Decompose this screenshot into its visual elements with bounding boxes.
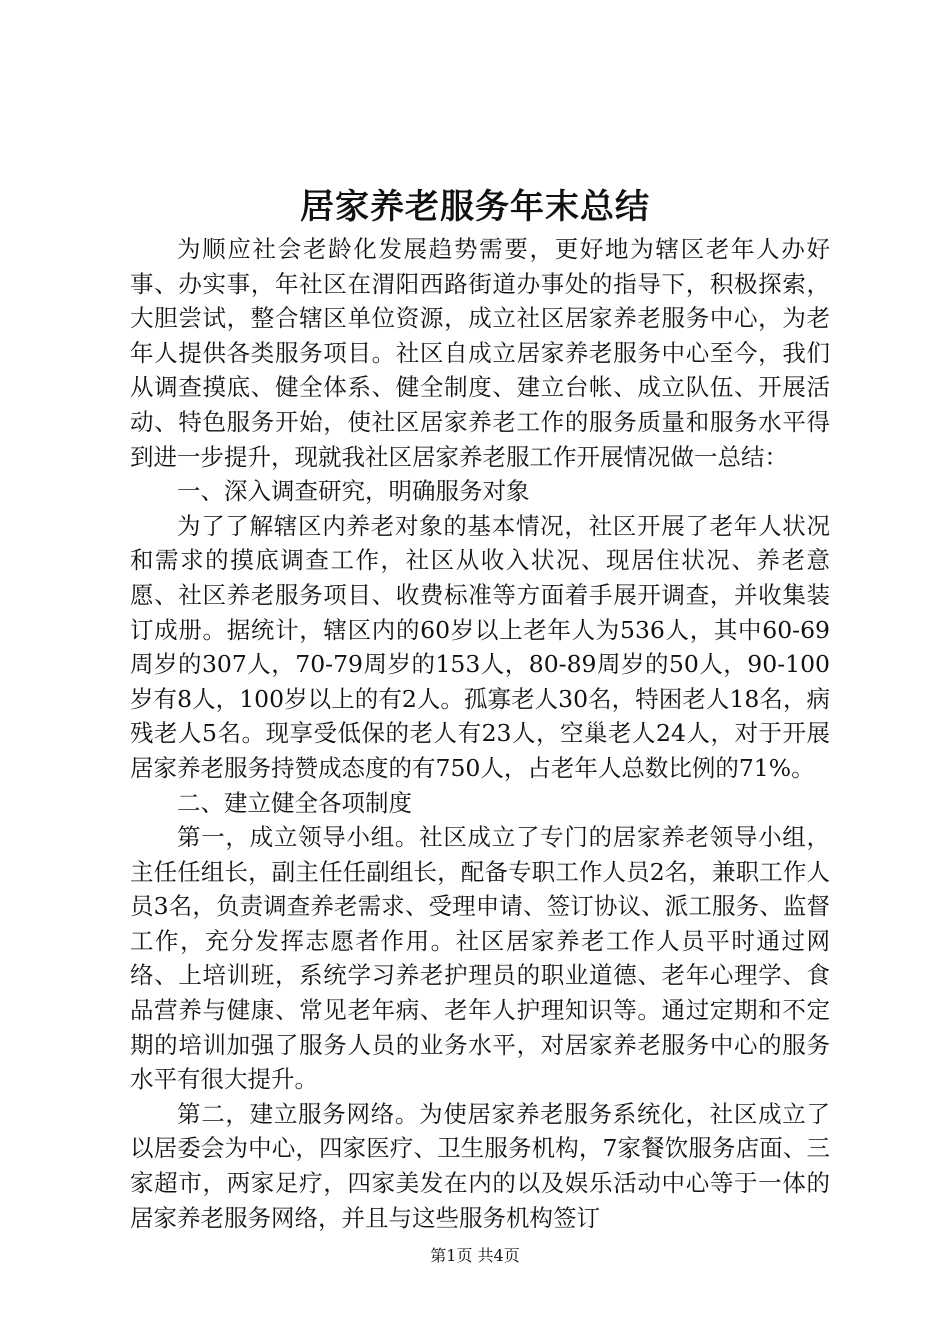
paragraph-network: 第二，建立服务网络。为使居家养老服务系统化，社区成立了以居委会为中心，四家医疗、卫生服务机构，7家餐饮服务店面、三家超市，两家足疗，四家美发在内的以及娱乐活动中心等于一体的居家养老服务网络，并且与这些服务机构签订 — [130, 1099, 830, 1232]
paragraph-survey: 为了了解辖区内养老对象的基本情况，社区开展了老年人状况和需求的摸底调查工作，社区从收入状况、现居住状况、养老意愿、社区养老服务项目、收费标准等方面着手展开调查，并收集装订成册。据统计，辖区内的60岁以上老年人为536人，其中60-69周岁的307人，70-79周岁的153人，80-89周岁的50人，90-100岁有8人，100岁以上的有2人。孤寡老人30名，特困老人18名，病残老人5名。现享受低保的老人有23人，空巢老人24人，对于开展居家养老服务持赞成态度的有750人，占老年人总数比例的71%。 — [130, 511, 830, 782]
section-heading-2: 二、建立健全各项制度 — [177, 788, 412, 817]
paragraph-intro: 为顺应社会老龄化发展趋势需要，更好地为辖区老年人办好事、办实事，年社区在渭阳西路街道办事处的指导下，积极探索，大胆尝试，整合辖区单位资源，成立社区居家养老服务中心，为老年人提供各类服务项目。社区自成立居家养老服务中心至今，我们从调查摸底、健全体系、健全制度、建立台帐、成立队伍、开展活动、特色服务开始，使社区居家养老工作的服务质量和服务水平得到进一步提升，现就我社区居家养老服工作开展情况做一总结： — [130, 235, 830, 471]
document-title: 居家养老服务年末总结 — [300, 187, 650, 227]
section-heading-1: 一、深入调查研究，明确服务对象 — [177, 477, 530, 506]
page-footer: 第1页 共4页 — [430, 1246, 520, 1265]
paragraph-leadership: 第一，成立领导小组。社区成立了专门的居家养老领导小组，主任任组长，副主任任副组长，配备专职工作人员2名，兼职工作人员3名，负责调查养老需求、受理申请、签订协议、派工服务、监督工作，充分发挥志愿者作用。社区居家养老工作人员平时通过网络、上培训班，系统学习养老护理员的职业道德、老年心理学、食品营养与健康、常见老年病、老年人护理知识等。通过定期和不定期的培训加强了服务人员的业务水平，对居家养老服务中心的服务水平有很大提升。 — [130, 823, 830, 1094]
document-body — [130, 232, 830, 1235]
